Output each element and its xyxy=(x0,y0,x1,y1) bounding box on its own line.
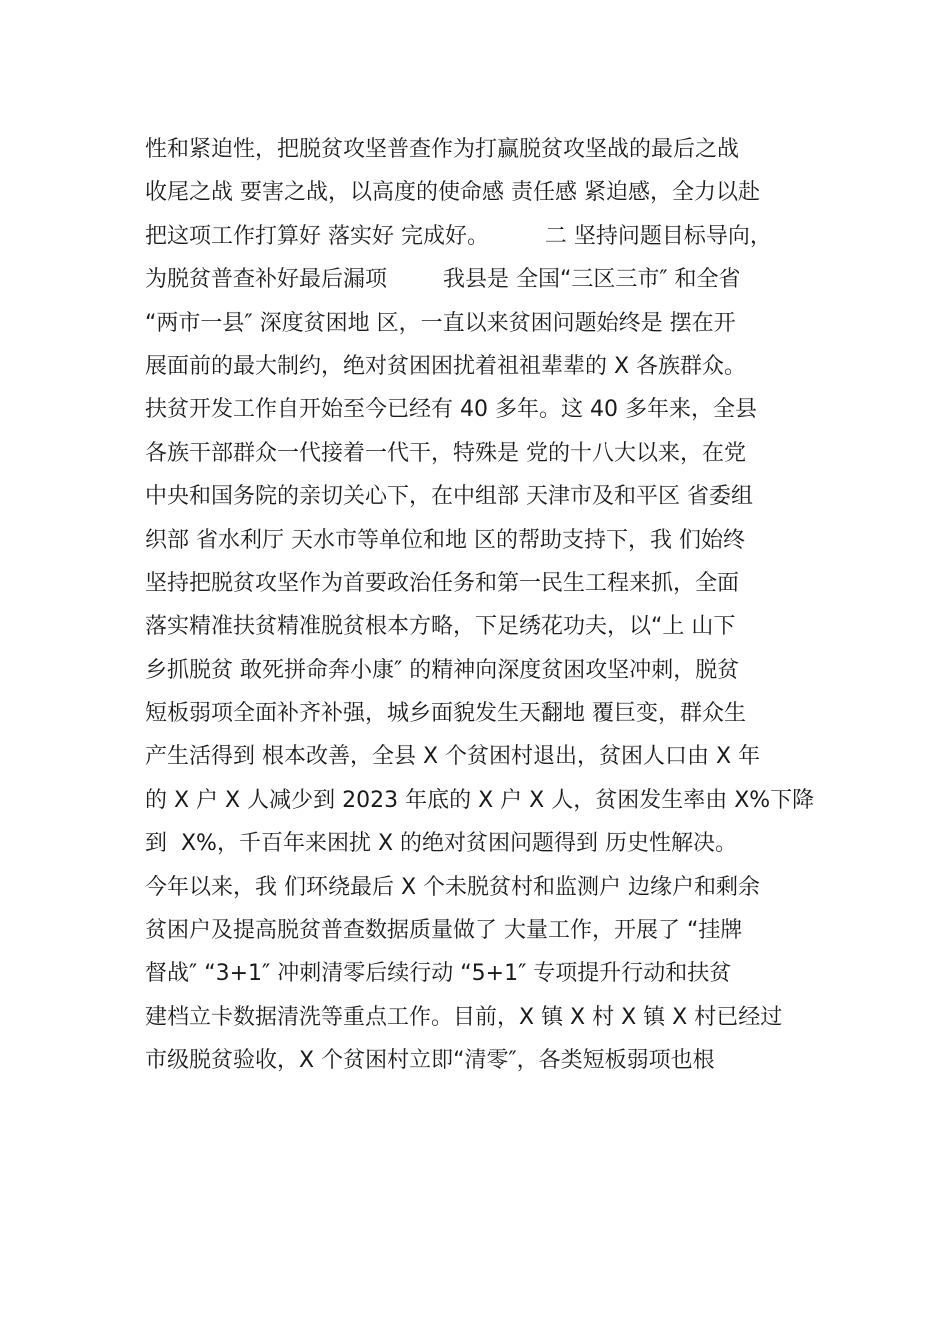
text-line: 坚持把脱贫攻坚作为首要政治任务和第一民生工程来抓，全面 xyxy=(145,570,740,596)
text-line: 短板弱项全面补齐补强，城乡面貌发生天翻地 覆巨变，群众生 xyxy=(145,701,746,727)
text-line: 展面前的最大制约，绝对贫困困扰着祖祖辈辈的 X 各族群众。 xyxy=(145,353,747,379)
text-line: 织部 省水利厅 天水市等单位和地 区的帮助支持下，我 们始终 xyxy=(145,527,745,553)
text-line: 收尾之战 要害之战，以高度的使命感 责任感 紧迫感，全力以赴 xyxy=(145,180,760,206)
text-line: 把这项工作打算好 落实好 完成好。 二 坚持问题目标导向， xyxy=(145,223,772,249)
text-line: 的 X 户 X 人减少到 2023 年底的 X 户 X 人，贫困发生率由 X%下降 xyxy=(145,787,815,813)
text-line: 督战″ “3+1″ 冲刺清零后续行动 “5+1″ 专项提升行动和扶贫 xyxy=(145,961,732,987)
text-line: 今年以来，我 们环绕最后 X 个未脱贫村和监测户 边缘户和剩余 xyxy=(145,874,761,900)
text-line: 到 X%，千百年来困扰 X 的绝对贫困问题得到 历史性解决。 xyxy=(145,831,738,857)
text-line: 市级脱贫验收，X 个贫困村立即“清零″，各类短板弱项也根 xyxy=(145,1048,715,1074)
body-text xyxy=(145,128,815,1083)
text-line: 贫困户及提高脱贫普查数据质量做了 大量工作，开展了 “挂牌 xyxy=(145,918,743,944)
text-line: 为脱贫普查补好最后漏项 我县是 全国“三区三市″ 和全省 xyxy=(145,267,741,293)
text-line: 扶贫开发工作自开始至今已经有 40 多年。这 40 多年来，全县 xyxy=(145,397,757,423)
text-line: “两市一县″ 深度贫困地 区，一直以来贫困问题始终是 摆在开 xyxy=(145,310,736,336)
text-line: 各族干部群众一代接着一代干，特殊是 党的十八大以来，在党 xyxy=(145,440,746,466)
text-line: 性和紧迫性，把脱贫攻坚普查作为打赢脱贫攻坚战的最后之战 xyxy=(145,137,740,162)
text-line: 建档立卡数据清洗等重点工作。目前，X 镇 X 村 X 镇 X 村已经过 xyxy=(145,1004,783,1030)
text-line: 中央和国务院的亲切关心下，在中组部 天津市及和平区 省委组 xyxy=(145,484,753,510)
text-line: 产生活得到 根本改善，全县 X 个贫困村退出，贫困人口由 X 年 xyxy=(145,744,761,770)
text-line: 落实精准扶贫精准脱贫根本方略，下足绣花功夫，以“上 山下 xyxy=(145,614,736,640)
text-line: 乡抓脱贫 敢死拼命奔小康″ 的精神向深度贫困攻坚冲刺，脱贫 xyxy=(145,657,740,683)
